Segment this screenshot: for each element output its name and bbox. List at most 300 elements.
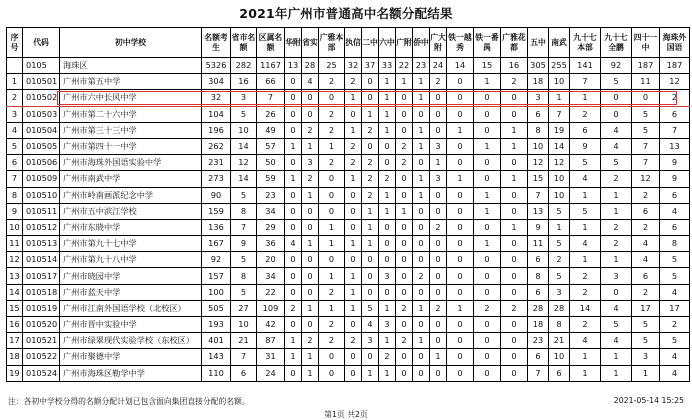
quota-cell: 0: [362, 138, 379, 154]
quota-cell: 1: [379, 365, 396, 381]
quota-cell: 87: [257, 333, 285, 349]
quota-cell: 5: [231, 187, 257, 203]
quota-cell: 1: [413, 300, 430, 316]
quota-cell: 3: [362, 333, 379, 349]
quota-cell: 6: [632, 268, 660, 284]
quota-cell: 2: [660, 317, 690, 333]
quota-cell: 4: [570, 236, 601, 252]
quota-cell: 0: [601, 90, 632, 106]
student-count-cell: 136: [202, 219, 231, 235]
quota-cell: 4: [570, 333, 601, 349]
quota-cell: 2: [430, 74, 447, 90]
quota-cell: 0: [379, 284, 396, 300]
student-count-cell: 92: [202, 252, 231, 268]
table-row: [7, 284, 690, 300]
quota-cell: 0: [379, 219, 396, 235]
code-cell: 010502: [23, 90, 60, 106]
quota-cell: 2: [345, 74, 362, 90]
quota-cell: 0: [447, 365, 474, 381]
quota-cell: 18: [528, 317, 549, 333]
school-name-cell: 海珠区: [60, 58, 202, 74]
quota-cell: 3: [430, 171, 447, 187]
quota-cell: 0: [285, 365, 302, 381]
quota-cell: 10: [549, 349, 570, 365]
quota-cell: 0: [345, 203, 362, 219]
column-header: 省实: [302, 28, 319, 58]
quota-cell: 1: [570, 349, 601, 365]
quota-cell: 1: [430, 155, 447, 171]
quota-cell: 15: [528, 171, 549, 187]
quota-cell: 0: [501, 236, 528, 252]
quota-cell: 6: [660, 219, 690, 235]
quota-cell: 6: [632, 203, 660, 219]
school-name-cell: 广州市岭南画派纪念中学: [60, 187, 202, 203]
quota-cell: 2: [345, 138, 362, 154]
quota-cell: 0: [413, 203, 430, 219]
quota-cell: 8: [231, 203, 257, 219]
quota-cell: 2: [570, 106, 601, 122]
quota-cell: 10: [549, 187, 570, 203]
quota-cell: 0: [302, 219, 319, 235]
school-name-cell: 广州市第九十八中学: [60, 252, 202, 268]
school-name-cell: 广州市第二十六中学: [60, 106, 202, 122]
quota-cell: 3: [528, 90, 549, 106]
quota-cell: 3: [632, 349, 660, 365]
quota-cell: 0: [285, 155, 302, 171]
quota-cell: 1: [302, 365, 319, 381]
quota-cell: 0: [302, 284, 319, 300]
quota-cell: 1: [302, 300, 319, 316]
quota-cell: 4: [601, 300, 632, 316]
quota-cell: 5: [549, 268, 570, 284]
quota-cell: 28: [549, 300, 570, 316]
student-count-cell: 5326: [202, 58, 231, 74]
quota-cell: 14: [549, 138, 570, 154]
quota-cell: 2: [660, 90, 690, 106]
quota-cell: 28: [302, 58, 319, 74]
quota-cell: 31: [257, 349, 285, 365]
quota-cell: 0: [430, 106, 447, 122]
quota-cell: 10: [231, 122, 257, 138]
quota-cell: 0: [396, 90, 413, 106]
quota-cell: 37: [362, 58, 379, 74]
quota-cell: 1: [501, 171, 528, 187]
quota-cell: 0: [474, 106, 501, 122]
page-title: 2021年广州市普通高中名额分配结果: [239, 6, 453, 21]
school-name-cell: 广州市晓园中学: [60, 268, 202, 284]
code-cell: 010506: [23, 155, 60, 171]
quota-cell: 5: [231, 252, 257, 268]
school-name-cell: 广州市绿翠现代实验学校（东校区）: [60, 333, 202, 349]
student-count-cell: 100: [202, 284, 231, 300]
quota-cell: 12: [231, 155, 257, 171]
quota-cell: 0: [396, 106, 413, 122]
quota-cell: 0: [379, 138, 396, 154]
quota-cell: 2: [362, 171, 379, 187]
quota-cell: 1: [474, 138, 501, 154]
quota-cell: 10: [528, 138, 549, 154]
quota-cell: 7: [632, 155, 660, 171]
quota-cell: 1: [549, 90, 570, 106]
quota-cell: 1: [345, 268, 362, 284]
quota-cell: 22: [257, 284, 285, 300]
quota-cell: 27: [231, 300, 257, 316]
quota-cell: 1: [601, 349, 632, 365]
quota-cell: 3: [549, 284, 570, 300]
quota-cell: 0: [396, 187, 413, 203]
quota-cell: 0: [302, 90, 319, 106]
row-index-cell: 8: [7, 187, 23, 203]
quota-cell: 7: [231, 349, 257, 365]
quota-cell: 12: [549, 155, 570, 171]
quota-cell: 1: [302, 187, 319, 203]
quota-cell: 7: [660, 122, 690, 138]
quota-cell: 2: [319, 333, 345, 349]
row-index-cell: 19: [7, 365, 23, 381]
quota-cell: 2: [570, 317, 601, 333]
code-cell: 010510: [23, 187, 60, 203]
table-row: [7, 236, 690, 252]
quota-cell: 29: [257, 219, 285, 235]
quota-cell: 5: [632, 106, 660, 122]
quota-cell: 2: [379, 171, 396, 187]
quota-cell: 28: [528, 300, 549, 316]
quota-cell: 2: [632, 187, 660, 203]
table-row: [7, 187, 690, 203]
quota-cell: 11: [528, 236, 549, 252]
quota-cell: 1: [601, 187, 632, 203]
quota-cell: 0: [345, 219, 362, 235]
quota-cell: 13: [285, 58, 302, 74]
quota-cell: 1: [362, 365, 379, 381]
quota-cell: 1: [396, 203, 413, 219]
quota-cell: 2: [362, 155, 379, 171]
summary-row: [7, 58, 690, 74]
quota-cell: 0: [501, 333, 528, 349]
student-count-cell: 157: [202, 268, 231, 284]
quota-cell: 0: [319, 187, 345, 203]
quota-cell: 0: [474, 252, 501, 268]
quota-cell: 4: [660, 203, 690, 219]
quota-cell: 0: [413, 219, 430, 235]
quota-cell: 1: [570, 219, 601, 235]
quota-cell: 0: [501, 106, 528, 122]
quota-cell: 0: [302, 106, 319, 122]
quota-cell: 9: [660, 171, 690, 187]
quota-cell: 1: [319, 219, 345, 235]
quota-cell: 14: [231, 171, 257, 187]
quota-cell: 0: [501, 365, 528, 381]
quota-cell: 7: [549, 106, 570, 122]
table-body: [7, 58, 690, 382]
column-header: 二中: [362, 28, 379, 58]
quota-cell: 9: [570, 138, 601, 154]
quota-cell: 0: [430, 236, 447, 252]
quota-cell: 255: [549, 58, 570, 74]
quota-cell: 0: [430, 333, 447, 349]
quota-cell: 8: [231, 268, 257, 284]
quota-cell: 49: [257, 122, 285, 138]
quota-cell: 2: [601, 236, 632, 252]
quota-cell: 0: [430, 365, 447, 381]
quota-cell: 0: [396, 219, 413, 235]
quota-cell: 0: [362, 268, 379, 284]
quota-cell: 0: [632, 90, 660, 106]
quota-cell: 6: [660, 187, 690, 203]
school-name-cell: 广州市第三十三中学: [60, 122, 202, 138]
quota-cell: 23: [528, 333, 549, 349]
quota-cell: 2: [396, 155, 413, 171]
column-header: 五中: [528, 28, 549, 58]
table-row: [7, 155, 690, 171]
quota-cell: 0: [396, 317, 413, 333]
student-count-cell: 505: [202, 300, 231, 316]
column-header: 四十一中: [632, 28, 660, 58]
column-header: 序号: [7, 28, 23, 58]
row-index-cell: 10: [7, 219, 23, 235]
quota-cell: 0: [447, 187, 474, 203]
quota-cell: 0: [474, 317, 501, 333]
quota-cell: 2: [319, 284, 345, 300]
quota-cell: 0: [379, 236, 396, 252]
quota-cell: 0: [413, 252, 430, 268]
quota-cell: 2: [549, 252, 570, 268]
quota-cell: 0: [447, 219, 474, 235]
quota-cell: 0: [362, 252, 379, 268]
quota-cell: 1: [379, 122, 396, 138]
quota-cell: 0: [474, 268, 501, 284]
quota-cell: 4: [570, 171, 601, 187]
table-row: [7, 300, 690, 316]
quota-cell: 1: [549, 219, 570, 235]
quota-cell: 187: [632, 58, 660, 74]
table-row: [7, 252, 690, 268]
quota-cell: 1: [474, 187, 501, 203]
code-cell: 0105: [23, 58, 60, 74]
allocation-table: [6, 27, 690, 382]
quota-cell: 8: [528, 268, 549, 284]
school-name-cell: 广州市蓝天中学: [60, 284, 202, 300]
quota-cell: 0: [501, 284, 528, 300]
quota-cell: 0: [447, 268, 474, 284]
quota-cell: 6: [528, 349, 549, 365]
page-indicator: 第1页 共2页: [324, 410, 368, 419]
code-cell: 010519: [23, 300, 60, 316]
column-header: 区属名额: [257, 28, 285, 58]
quota-cell: 6: [528, 284, 549, 300]
row-index-cell: 16: [7, 317, 23, 333]
quota-cell: 1167: [257, 58, 285, 74]
table-row: [7, 203, 690, 219]
quota-cell: 5: [549, 236, 570, 252]
school-name-cell: 广州市第四十一中学: [60, 138, 202, 154]
quota-cell: 1: [362, 106, 379, 122]
quota-cell: 0: [319, 349, 345, 365]
quota-cell: 4: [601, 333, 632, 349]
quota-cell: 9: [231, 236, 257, 252]
quota-cell: 0: [413, 349, 430, 365]
quota-cell: 3: [231, 90, 257, 106]
quota-cell: 5: [632, 122, 660, 138]
quota-cell: 0: [430, 317, 447, 333]
school-name-cell: 广州市聚德中学: [60, 349, 202, 365]
quota-cell: 0: [447, 236, 474, 252]
quota-cell: 59: [257, 171, 285, 187]
column-header: 六中: [379, 28, 396, 58]
quota-cell: 7: [632, 138, 660, 154]
quota-cell: 0: [430, 90, 447, 106]
quota-cell: 5: [601, 317, 632, 333]
quota-cell: 1: [396, 74, 413, 90]
quota-cell: 0: [396, 284, 413, 300]
quota-cell: 1: [447, 171, 474, 187]
quota-cell: 1: [413, 138, 430, 154]
quota-cell: 1: [302, 349, 319, 365]
quota-cell: 1: [632, 365, 660, 381]
quota-cell: 0: [319, 252, 345, 268]
quota-cell: 5: [231, 106, 257, 122]
quota-cell: 0: [430, 268, 447, 284]
quota-cell: 1: [285, 171, 302, 187]
quota-cell: 36: [257, 236, 285, 252]
quota-cell: 14: [231, 138, 257, 154]
quota-cell: 2: [396, 333, 413, 349]
row-index-cell: 2: [7, 90, 23, 106]
column-header: 广雅花都: [501, 28, 528, 58]
quota-cell: 2: [474, 300, 501, 316]
quota-cell: 92: [601, 58, 632, 74]
quota-cell: 2: [362, 122, 379, 138]
quota-cell: 9: [528, 219, 549, 235]
quota-cell: 12: [660, 74, 690, 90]
quota-cell: 0: [474, 365, 501, 381]
quota-cell: 282: [231, 58, 257, 74]
quota-cell: 1: [319, 268, 345, 284]
quota-cell: 5: [601, 74, 632, 90]
table-row: [7, 219, 690, 235]
quota-cell: 1: [345, 90, 362, 106]
school-name-cell: 广州市五中滨江学校: [60, 203, 202, 219]
quota-cell: 1: [601, 252, 632, 268]
quota-cell: 4: [632, 236, 660, 252]
timestamp: 2021-05-14 15:25: [613, 396, 684, 405]
quota-cell: 0: [285, 106, 302, 122]
row-index-cell: 18: [7, 349, 23, 365]
column-header: 省市名额: [231, 28, 257, 58]
student-count-cell: 401: [202, 333, 231, 349]
quota-cell: 1: [302, 138, 319, 154]
quota-cell: 19: [549, 122, 570, 138]
quota-cell: 7: [528, 365, 549, 381]
quota-cell: 0: [302, 203, 319, 219]
column-header: 海珠外国语: [660, 28, 690, 58]
quota-cell: 5: [632, 317, 660, 333]
quota-cell: 6: [231, 365, 257, 381]
code-cell: 010522: [23, 349, 60, 365]
quota-cell: 0: [362, 284, 379, 300]
quota-cell: 1: [345, 300, 362, 316]
quota-cell: 0: [345, 365, 362, 381]
quota-cell: 13: [528, 203, 549, 219]
quota-cell: 2: [413, 268, 430, 284]
quota-cell: 0: [285, 90, 302, 106]
school-name-cell: 广州市江南外国语学校（北校区）: [60, 300, 202, 316]
quota-cell: 24: [430, 58, 447, 74]
quota-cell: 5: [660, 268, 690, 284]
code-cell: 010517: [23, 268, 60, 284]
quota-cell: 2: [302, 333, 319, 349]
quota-cell: 1: [362, 236, 379, 252]
school-name-cell: 广州市南武中学: [60, 171, 202, 187]
quota-cell: 0: [285, 317, 302, 333]
quota-cell: 0: [396, 122, 413, 138]
quota-cell: 0: [447, 349, 474, 365]
quota-cell: 3: [302, 155, 319, 171]
quota-cell: 5: [632, 333, 660, 349]
quota-cell: 0: [362, 90, 379, 106]
quota-cell: 0: [474, 333, 501, 349]
quota-cell: 16: [231, 74, 257, 90]
quota-cell: 10: [231, 317, 257, 333]
quota-cell: 109: [257, 300, 285, 316]
quota-cell: 4: [660, 365, 690, 381]
quota-cell: 1: [570, 365, 601, 381]
quota-cell: 2: [302, 171, 319, 187]
quota-cell: 1: [345, 171, 362, 187]
quota-cell: 6: [660, 106, 690, 122]
quota-cell: 1: [379, 90, 396, 106]
quota-cell: 1: [362, 203, 379, 219]
quota-cell: 2: [632, 219, 660, 235]
quota-cell: 0: [447, 74, 474, 90]
table-row: [7, 106, 690, 122]
row-index-cell: 13: [7, 268, 23, 284]
quota-cell: 0: [501, 349, 528, 365]
quota-cell: 0: [285, 284, 302, 300]
quota-cell: 0: [413, 106, 430, 122]
quota-cell: 0: [345, 349, 362, 365]
quota-cell: 0: [413, 365, 430, 381]
quota-cell: 0: [379, 155, 396, 171]
quota-cell: 4: [601, 122, 632, 138]
quota-cell: 0: [501, 203, 528, 219]
quota-cell: 4: [601, 138, 632, 154]
quota-cell: 0: [501, 90, 528, 106]
student-count-cell: 90: [202, 187, 231, 203]
quota-cell: 21: [549, 333, 570, 349]
table-row: [7, 268, 690, 284]
quota-cell: 5: [660, 252, 690, 268]
quota-cell: 6: [528, 106, 549, 122]
quota-cell: 1: [413, 90, 430, 106]
quota-cell: 2: [430, 219, 447, 235]
quota-cell: 11: [632, 74, 660, 90]
column-header: 华附: [285, 28, 302, 58]
quota-cell: 3: [601, 268, 632, 284]
quota-cell: 1: [413, 333, 430, 349]
quota-cell: 2: [319, 74, 345, 90]
row-index-cell: [7, 58, 23, 74]
quota-cell: 0: [396, 236, 413, 252]
quota-cell: 1: [345, 284, 362, 300]
quota-cell: 1: [447, 122, 474, 138]
quota-cell: 20: [257, 252, 285, 268]
quota-cell: 2: [302, 122, 319, 138]
code-cell: 010511: [23, 203, 60, 219]
quota-cell: 2: [632, 284, 660, 300]
row-index-cell: 11: [7, 236, 23, 252]
quota-cell: 0: [474, 155, 501, 171]
